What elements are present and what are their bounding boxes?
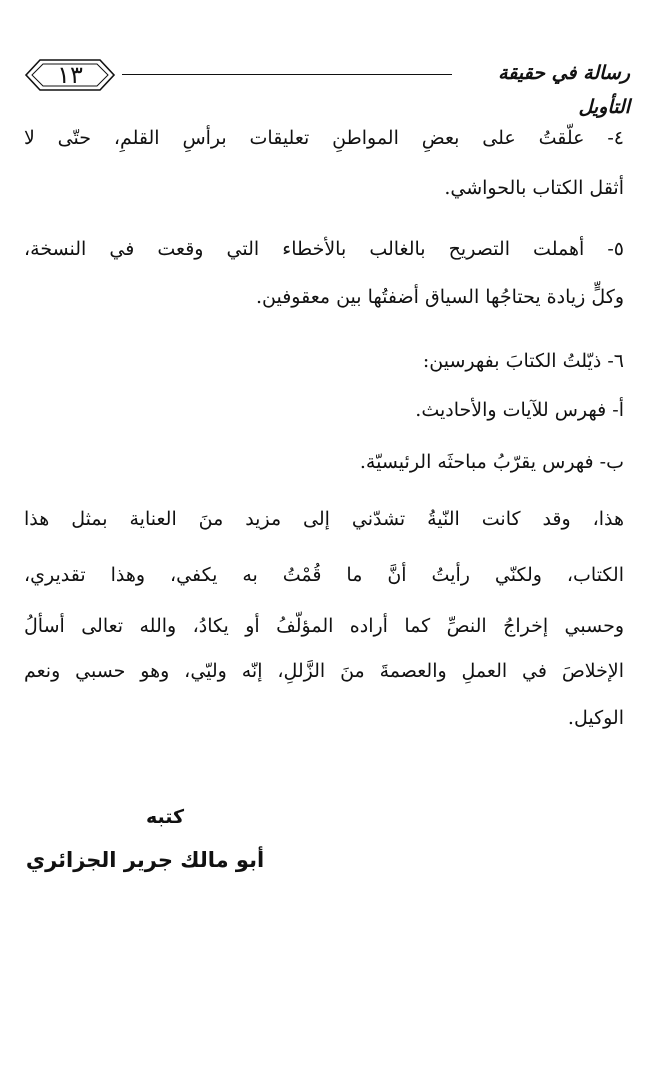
item-6-sub-b: ب- فهرس يقرّبُ مباحثَه الرئيسيّة. bbox=[359, 451, 624, 473]
page-number-badge bbox=[22, 54, 118, 96]
closing-line-1: هذا، وقد كانت النّيةُ تشدّني إلى مزيد منَ العناية بمثل هذا bbox=[24, 508, 624, 530]
page-number: ١٣ bbox=[57, 61, 83, 89]
page-header bbox=[14, 50, 630, 118]
item-6-line-1: ٦- ذيّلتُ الكتابَ بفهرسين: bbox=[422, 350, 624, 372]
closing-line-4: الإخلاصَ في العملِ والعصمةَ منَ الزَّللِ، إنّه وليّي، وهو حسبي ونعم bbox=[24, 660, 624, 682]
closing-line-5: الوكيل. bbox=[567, 707, 624, 729]
item-6-sub-a: أ- فهرس للآيات والأحاديث. bbox=[415, 399, 624, 421]
item-4-line-1: ٤- علّقتُ على بعضِ المواطنِ تعليقات برأسِ القلمِ، حتّى لا bbox=[24, 127, 624, 149]
signature-label: كتبه bbox=[145, 806, 185, 828]
running-title: رسالة في حقيقة التأويل bbox=[498, 62, 630, 118]
closing-line-2: الكتاب، ولكنّي رأيتُ أنَّ ما قُمْتُ به يكفي، وهذا تقديري، bbox=[24, 564, 624, 586]
item-5-line-1: ٥- أهملت التصريح بالغالب بالأخطاء التي وقعت في النسخة، bbox=[24, 238, 624, 260]
header-rule bbox=[122, 74, 452, 75]
item-4-line-2: أثقل الكتاب بالحواشي. bbox=[444, 177, 624, 199]
closing-line-3: وحسبي إخراجُ النصِّ كما أراده المؤلّفُ أو يكادُ، والله تعالى أسألُ bbox=[24, 615, 624, 637]
signature-name: أبو مالك جرير الجزائري bbox=[25, 848, 265, 872]
item-5-line-2: وكلٍّ زيادة يحتاجُها السياق أضفتُها بين معقوفين. bbox=[255, 286, 624, 308]
